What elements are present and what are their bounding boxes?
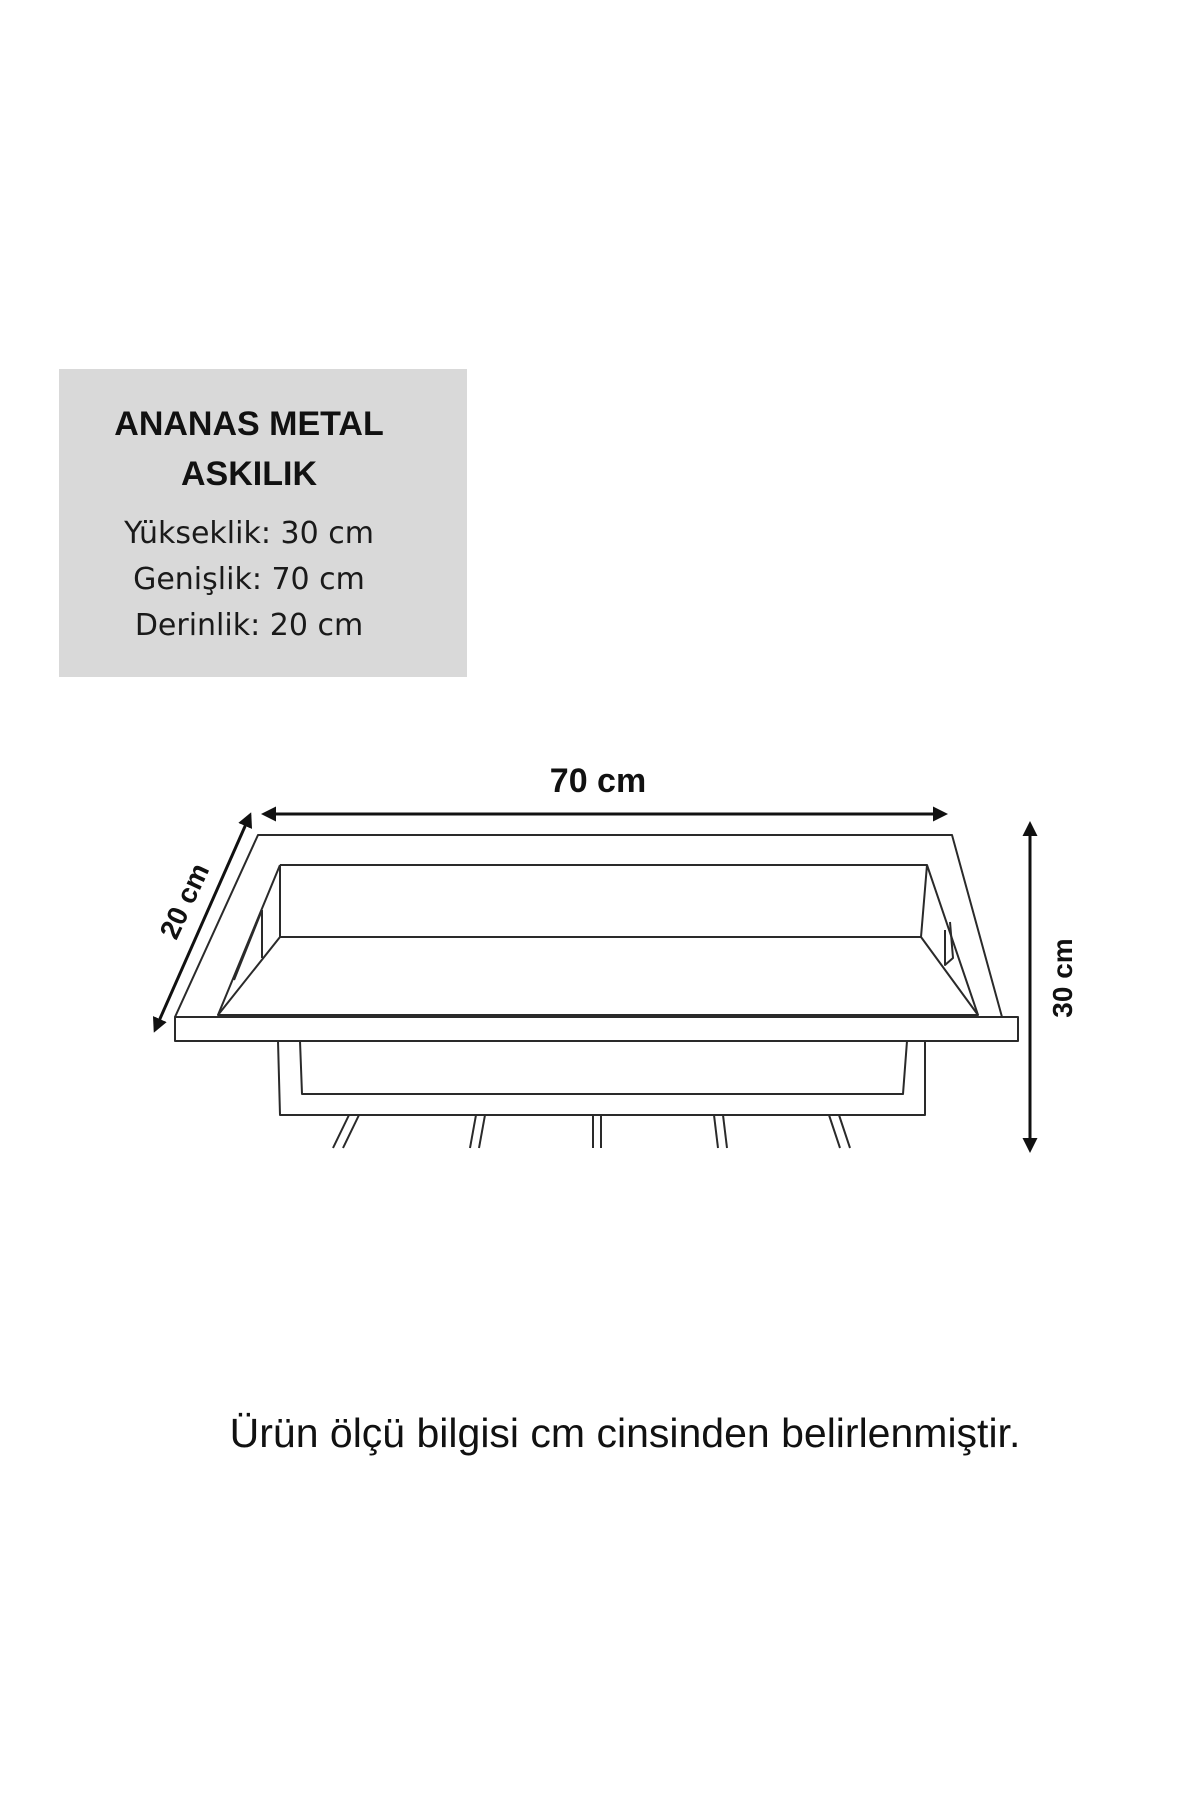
spec-width: Genişlik: 70 cm [133, 562, 365, 597]
shelf-back-panel [280, 865, 927, 937]
hook-2b [479, 1115, 485, 1148]
lower-frame-outer [278, 1041, 925, 1115]
spec-depth: Derinlik: 20 cm [134, 608, 364, 643]
hook-5b [839, 1115, 850, 1148]
product-info-box [59, 369, 467, 677]
lower-frame-inner [300, 1041, 907, 1094]
product-title [59, 399, 439, 499]
hanger-dimension-diagram [0, 700, 1200, 1220]
product-specs [59, 511, 439, 649]
width-label: 70 cm [549, 762, 647, 800]
product-title-line-1: ANANAS METAL [114, 405, 384, 443]
shelf-outer-frame [175, 835, 1002, 1017]
depth-label: 20 cm [153, 858, 216, 944]
hook-2a [470, 1115, 476, 1148]
shelf-inner-floor [218, 937, 978, 1015]
product-title-line-2: ASKILIK [181, 455, 317, 493]
shelf-left-slot-top [234, 910, 262, 980]
height-label: 30 cm [1047, 938, 1078, 1018]
measurement-note: Ürün ölçü bilgisi cm cinsinden belirlenmiştir. [229, 1410, 1021, 1456]
hook-5a [829, 1115, 840, 1148]
hook-1b [343, 1115, 359, 1148]
spec-height: Yükseklik: 30 cm [124, 516, 374, 551]
shelf-front-lip [175, 1017, 1018, 1041]
hook-1a [333, 1115, 349, 1148]
hook-4a [714, 1115, 718, 1148]
hook-4b [723, 1115, 727, 1148]
hanger-shelf-drawing [175, 835, 1018, 1148]
